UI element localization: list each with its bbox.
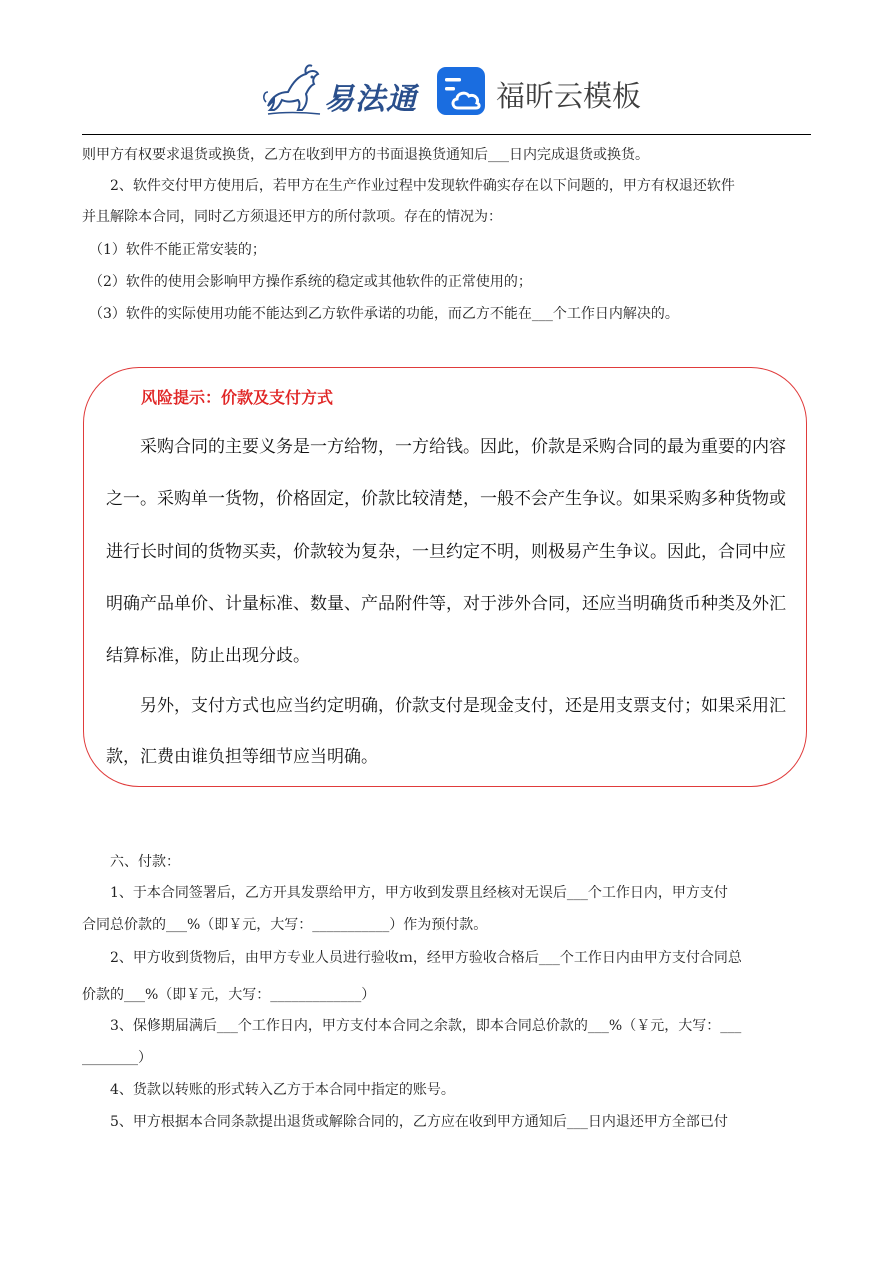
yifatong-logo (262, 62, 417, 118)
body-line: 3、保修期届满后___个工作日内，甲方支付本合同之余款，即本合同总价款的___%（￥元，大写：___ (82, 1018, 742, 1034)
risk-tip-line: 另外，支付方式也应当约定明确，价款支付是现金支付，还是用支票支付；如果采用汇 (106, 696, 786, 716)
section-heading: 六、付款： (82, 854, 180, 870)
fuxin-logo (436, 64, 646, 120)
body-line: 1、于本合同签署后，乙方开具发票给甲方，甲方收到发票且经核对无误后___个工作日内，甲方支付 (82, 885, 728, 901)
horse-logo-icon (262, 62, 324, 118)
body-line: 合同总价款的___%（即￥元，大写：___________）作为预付款。 (82, 917, 488, 933)
risk-tip-line: 之一。采购单一货物，价格固定，价款比较清楚，一般不会产生争议。如果采购多种货物或 (106, 489, 786, 509)
body-line: （1）软件不能正常安装的； (82, 242, 266, 258)
body-line: 价款的___%（即￥元，大写：_____________） (82, 987, 376, 1003)
document-cloud-icon (436, 66, 486, 116)
fuxin-logo-text: 福昕云模板 (496, 79, 642, 113)
header-divider (82, 134, 811, 135)
risk-tip-line: 采购合同的主要义务是一方给物，一方给钱。因此，价款是采购合同的最为重要的内容 (106, 437, 786, 457)
body-line: 2、甲方收到货物后，由甲方专业人员进行验收ｍ，经甲方验收合格后___个工作日内由甲方支付合同总 (82, 950, 742, 966)
risk-tip-box (83, 367, 807, 787)
body-line: 2、软件交付甲方使用后，若甲方在生产作业过程中发现软件确实存在以下问题的，甲方有权退还软件 (82, 178, 735, 194)
body-line: 并且解除本合同，同时乙方须退还甲方的所付款项。存在的情况为： (82, 209, 502, 225)
body-line: ________） (82, 1050, 152, 1066)
risk-tip-line: 进行长时间的货物买卖，价款较为复杂，一旦约定不明，则极易产生争议。因此，合同中应 (106, 542, 786, 562)
risk-tip-title: 风险提示：价款及支付方式 (141, 388, 334, 407)
page-header (0, 58, 893, 124)
risk-tip-line: 明确产品单价、计量标准、数量、产品附件等，对于涉外合同，还应当明确货币种类及外汇 (106, 594, 786, 614)
body-line: 5、甲方根据本合同条款提出退货或解除合同的，乙方应在收到甲方通知后___日内退还甲方全部已付 (82, 1114, 728, 1130)
body-line: 则甲方有权要求退货或换货，乙方在收到甲方的书面退换货通知后___日内完成退货或换货。 (82, 147, 649, 163)
body-line: （2）软件的使用会影响甲方操作系统的稳定或其他软件的正常使用的； (82, 274, 532, 290)
risk-tip-line: 结算标准，防止出现分歧。 (106, 646, 310, 666)
risk-tip-line: 款，汇费由谁负担等细节应当明确。 (106, 747, 378, 767)
yifatong-logo-text: 易法通 (324, 82, 417, 117)
body-line: 4、货款以转账的形式转入乙方于本合同中指定的账号。 (82, 1082, 455, 1098)
body-line: （3）软件的实际使用功能不能达到乙方软件承诺的功能，而乙方不能在___个工作日内解决的。 (82, 306, 679, 322)
